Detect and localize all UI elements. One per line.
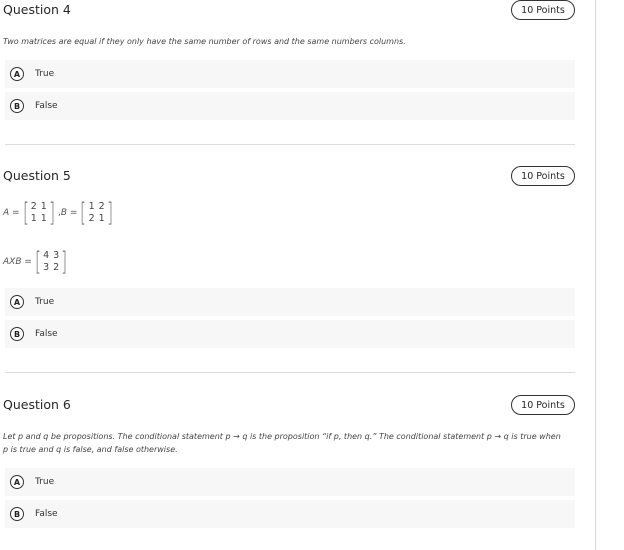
question-header — [0, 168, 576, 186]
matrix-cell: 3 — [43, 262, 50, 273]
matrix-separator: , — [57, 208, 61, 218]
option-b[interactable] — [5, 320, 575, 348]
left-bracket: [ — [34, 247, 42, 277]
option-label: False — [35, 329, 58, 339]
matrix-cell: 1 — [88, 201, 95, 212]
right-bracket: ] — [48, 198, 55, 228]
question-title: Question 6 — [3, 397, 71, 412]
option-b[interactable] — [5, 500, 575, 528]
matrix-cell: 2 — [88, 213, 95, 224]
question-header — [0, 2, 576, 20]
left-bracket: [ — [80, 198, 87, 228]
matrix-a — [21, 200, 57, 226]
option-letter: A — [10, 67, 24, 81]
option-label: True — [35, 69, 55, 79]
option-letter: A — [10, 475, 24, 489]
option-label: False — [35, 509, 58, 519]
option-letter: B — [10, 327, 24, 341]
question-title: Question 4 — [3, 2, 71, 17]
option-a[interactable] — [5, 468, 575, 496]
option-letter: B — [10, 99, 24, 113]
matrix-b-label: B = — [60, 208, 78, 218]
question-header — [0, 397, 576, 415]
points-badge: 10 Points — [511, 0, 575, 20]
option-letter: A — [10, 295, 24, 309]
product-label: AXB = — [3, 257, 32, 267]
left-bracket: [ — [22, 198, 29, 228]
matrix-cell: 2 — [53, 262, 60, 273]
right-bracket: ] — [106, 198, 113, 228]
page-right-border — [595, 0, 596, 550]
points-badge: 10 Points — [511, 395, 575, 415]
matrix-cell: 1 — [40, 213, 47, 224]
question-5 — [0, 168, 576, 186]
question-title: Question 5 — [3, 168, 71, 183]
option-label: True — [35, 477, 55, 487]
option-letter: B — [10, 507, 24, 521]
question-text-line: p is true and q is false, and false otherwise. — [3, 445, 178, 454]
product-matrix — [33, 249, 69, 275]
option-label: True — [35, 297, 55, 307]
matrix-cell: 4 — [43, 250, 50, 261]
right-bracket: ] — [61, 247, 68, 277]
option-a[interactable] — [5, 60, 575, 88]
matrix-cell: 2 — [30, 201, 37, 212]
option-label: False — [35, 101, 58, 111]
matrix-definition — [3, 200, 116, 226]
matrix-product — [3, 249, 70, 275]
matrix-cell: 3 — [53, 250, 60, 261]
question-text — [3, 430, 583, 456]
question-text: Two matrices are equal if they only have the same number of rows and the same numbers columns. — [3, 37, 406, 46]
matrix-b — [78, 200, 114, 226]
matrix-cell: 1 — [40, 201, 47, 212]
option-b[interactable] — [5, 92, 575, 120]
matrix-cell: 2 — [98, 201, 105, 212]
question-text-line: Let p and q be propositions. The conditional statement p → q is the proposition “if p, then q.” The conditional statement p → q is true when — [3, 432, 561, 441]
question-divider — [5, 144, 575, 145]
points-badge: 10 Points — [511, 166, 575, 186]
matrix-cell: 1 — [30, 213, 37, 224]
option-a[interactable] — [5, 288, 575, 316]
question-divider — [5, 372, 575, 373]
matrix-a-label: A = — [3, 208, 20, 218]
question-6 — [0, 397, 576, 415]
matrix-cell: 1 — [98, 213, 105, 224]
question-4 — [0, 2, 576, 20]
